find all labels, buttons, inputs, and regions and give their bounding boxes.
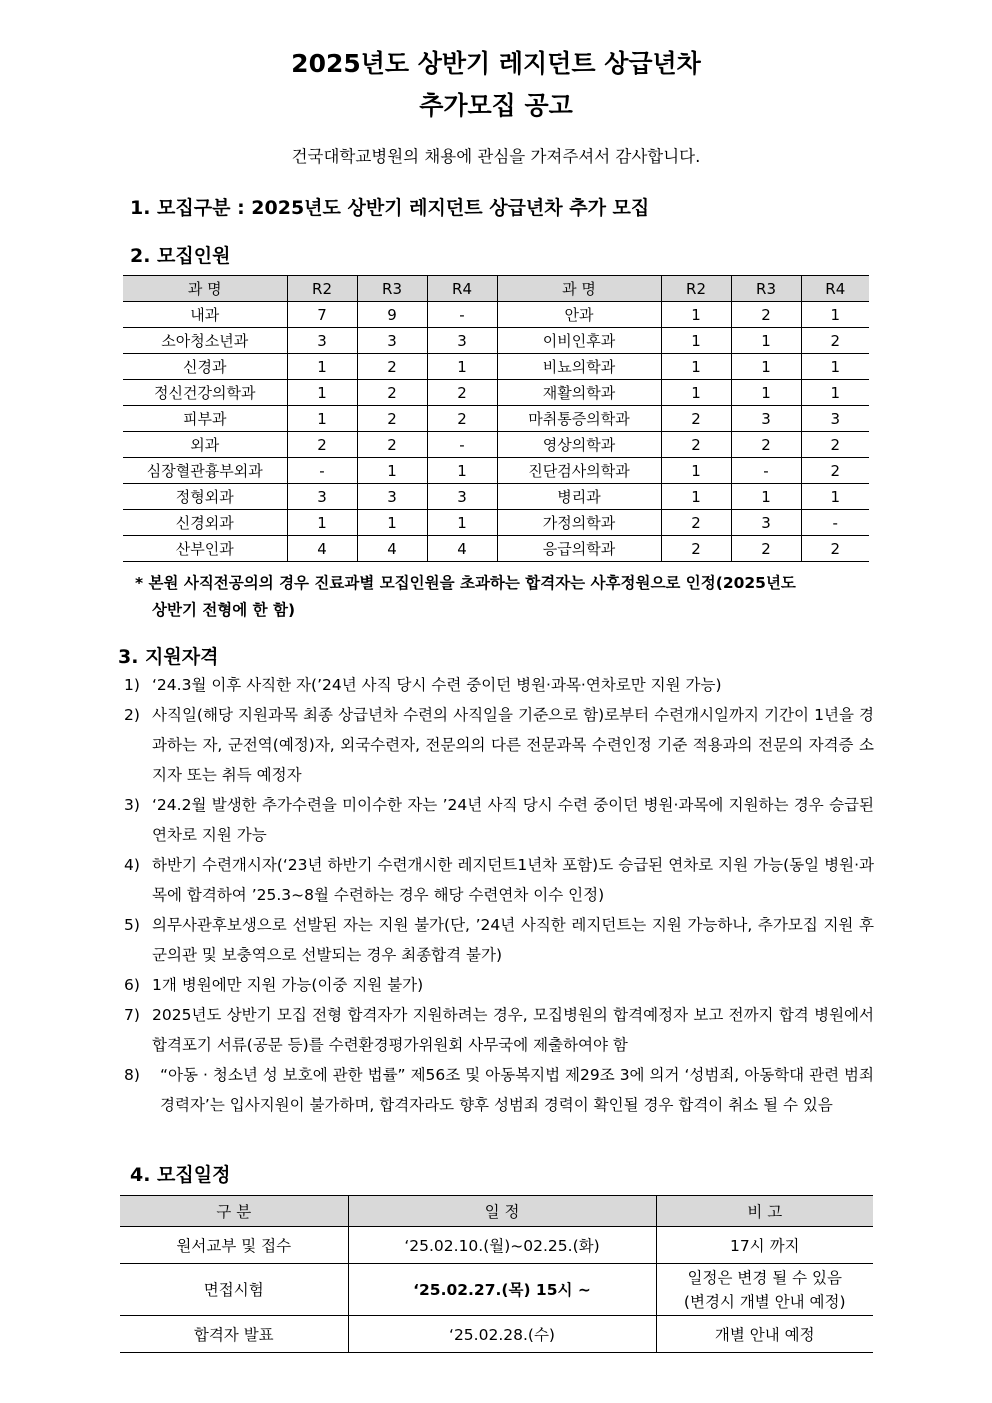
- r2-count: 2: [661, 536, 731, 562]
- page-subtitle: 추가모집 공고: [419, 91, 573, 120]
- qualification-item: [124, 970, 874, 1000]
- qualification-text: 사직일(해당 지원과목 최종 상급년차 수련의 사직일을 기준으로 함)로부터 수련개시일까지 기간이 1년을 경과하는 자, 군전역(예정)자, 외국수련자, 전문의의 다른 전문과목 수련인정 기준 적용과의 전문의 자격증 소지자 또는 취득 예정자: [152, 706, 874, 784]
- r2-count: 3: [287, 328, 357, 354]
- header-remark: 비 고: [656, 1196, 873, 1227]
- qualification-number: 4): [124, 856, 140, 874]
- schedule-item: 원서교부 및 접수: [120, 1227, 348, 1264]
- r3-count: 4: [357, 536, 427, 562]
- remark-line: (변경시 개별 안내 예정): [683, 1292, 846, 1311]
- r2-count: 1: [661, 302, 731, 328]
- r2-count: 3: [287, 484, 357, 510]
- r4-count: 1: [427, 458, 497, 484]
- schedule-table: [120, 1195, 873, 1353]
- greeting: 건국대학교병원의 채용에 관심을 가져주셔서 감사합니다.: [291, 147, 701, 166]
- qualification-number: 7): [124, 1006, 140, 1024]
- qualification-item: [124, 790, 874, 850]
- qualification-text: “아동 · 청소년 성 보호에 관한 법률” 제56조 및 아동복지법 제29조 3에 의거 ‘성범죄, 아동학대 관련 범죄경력자’는 입사지원이 불가하며, 합격자라도 향후 성범죄 경력이 확인될 경우 합격이 취소 될 수 있음: [160, 1066, 874, 1114]
- schedule-item: 면접시험: [120, 1264, 348, 1316]
- qualification-text: 의무사관후보생으로 선발된 자는 지원 불가(단, ’24년 사직한 레지던트는 지원 가능하나, 추가모집 지원 후 군의관 및 보충역으로 선발되는 경우 최종합격 불가): [152, 916, 874, 964]
- header-r3: R3: [731, 276, 801, 302]
- qualification-number: 8): [124, 1066, 140, 1084]
- table-row: [123, 380, 869, 406]
- r3-count: 1: [731, 380, 801, 406]
- header-dept: 과 명: [123, 276, 287, 302]
- qualification-text: 2025년도 상반기 모집 전형 합격자가 지원하려는 경우, 모집병원의 합격예정자 보고 전까지 합격 병원에서 합격포기 서류(공문 등)를 수련환경평가위원회 사무국에 제출하여야 함: [152, 1006, 874, 1054]
- table-row: [123, 510, 869, 536]
- qualification-text: 1개 병원에만 지원 가능(이중 지원 불가): [152, 976, 424, 994]
- header-dept: 과 명: [497, 276, 661, 302]
- schedule-item: 합격자 발표: [120, 1316, 348, 1353]
- dept-name: 정신건강의학과: [123, 380, 287, 406]
- r2-count: -: [287, 458, 357, 484]
- schedule-remark: 개별 안내 예정: [656, 1316, 873, 1353]
- qualification-item: [124, 850, 874, 910]
- r4-count: 4: [427, 536, 497, 562]
- dept-name: 내과: [123, 302, 287, 328]
- qualification-text: ‘24.2월 발생한 추가수련을 미이수한 자는 ’24년 사직 당시 수련 중이던 병원·과목에 지원하는 경우 승급된 연차로 지원 가능: [152, 796, 874, 844]
- schedule-remark: [656, 1264, 873, 1316]
- r3-count: 2: [357, 406, 427, 432]
- remark-line: 일정은 변경 될 수 있음: [687, 1268, 842, 1287]
- table-row: [120, 1316, 873, 1353]
- table-row: [123, 484, 869, 510]
- table-row: [120, 1227, 873, 1264]
- r2-count: 2: [661, 406, 731, 432]
- r4-count: 1: [801, 484, 869, 510]
- r2-count: 1: [287, 510, 357, 536]
- recruit-note: [135, 570, 875, 624]
- recruit-table-header: [123, 276, 869, 302]
- r2-count: 1: [661, 458, 731, 484]
- r4-count: 2: [801, 536, 869, 562]
- r4-count: 1: [427, 354, 497, 380]
- qualification-number: 1): [124, 676, 140, 694]
- r3-count: -: [731, 458, 801, 484]
- qualification-item: [124, 1060, 874, 1120]
- table-row: [123, 458, 869, 484]
- r4-count: 1: [801, 302, 869, 328]
- r3-count: 9: [357, 302, 427, 328]
- header-r4: R4: [427, 276, 497, 302]
- qualification-list: [124, 670, 874, 1120]
- qualification-number: 6): [124, 976, 140, 994]
- r3-count: 1: [357, 458, 427, 484]
- r2-count: 1: [287, 406, 357, 432]
- dept-name: 안과: [497, 302, 661, 328]
- r4-count: 1: [427, 510, 497, 536]
- qualification-item: [124, 910, 874, 970]
- r3-count: 1: [731, 484, 801, 510]
- note-line: 상반기 전형에 한 함): [152, 601, 296, 619]
- table-row: [123, 406, 869, 432]
- page-title: 2025년도 상반기 레지던트 상급년차: [291, 49, 701, 78]
- dept-name: 산부인과: [123, 536, 287, 562]
- dept-name: 외과: [123, 432, 287, 458]
- r4-count: -: [801, 510, 869, 536]
- dept-name: 신경과: [123, 354, 287, 380]
- r2-count: 2: [287, 432, 357, 458]
- dept-name: 응급의학과: [497, 536, 661, 562]
- r4-count: 3: [427, 484, 497, 510]
- r2-count: 1: [287, 380, 357, 406]
- dept-name: 가정의학과: [497, 510, 661, 536]
- r4-count: -: [427, 432, 497, 458]
- qualification-number: 2): [124, 706, 140, 724]
- r4-count: -: [427, 302, 497, 328]
- qualification-number: 5): [124, 916, 140, 934]
- dept-name: 정형외과: [123, 484, 287, 510]
- r3-count: 3: [731, 406, 801, 432]
- qualification-text: 하반기 수련개시자(‘23년 하반기 수련개시한 레지던트1년차 포함)도 승급된 연차로 지원 가능(동일 병원·과목에 합격하여 ’25.3~8월 수련하는 경우 해당 수련연차 이수 인정): [152, 856, 874, 904]
- r4-count: 2: [801, 328, 869, 354]
- r4-count: 2: [801, 458, 869, 484]
- recruit-table: [123, 275, 869, 562]
- dept-name: 신경외과: [123, 510, 287, 536]
- schedule-table-header: [120, 1196, 873, 1227]
- r4-count: 3: [427, 328, 497, 354]
- r4-count: 1: [801, 380, 869, 406]
- table-row: [123, 302, 869, 328]
- r2-count: 1: [661, 484, 731, 510]
- qualification-text: ‘24.3월 이후 사직한 자(’24년 사직 당시 수련 중이던 병원·과목·연차로만 지원 가능): [152, 676, 722, 694]
- r4-count: 2: [427, 380, 497, 406]
- dept-name: 영상의학과: [497, 432, 661, 458]
- header-category: 구 분: [120, 1196, 348, 1227]
- note-line: * 본원 사직전공의의 경우 진료과별 모집인원을 초과하는 합격자는 사후정원으로 인정(2025년도: [135, 574, 796, 592]
- r4-count: 2: [801, 432, 869, 458]
- section-recruit-count: 2. 모집인원: [130, 245, 231, 267]
- dept-name: 피부과: [123, 406, 287, 432]
- r2-count: 1: [661, 354, 731, 380]
- qualification-item: [124, 1000, 874, 1060]
- r3-count: 1: [731, 328, 801, 354]
- r2-count: 1: [287, 354, 357, 380]
- section-schedule: 4. 모집일정: [130, 1164, 231, 1186]
- dept-name: 마취통증의학과: [497, 406, 661, 432]
- r2-count: 7: [287, 302, 357, 328]
- r4-count: 2: [427, 406, 497, 432]
- header-date: 일 정: [348, 1196, 656, 1227]
- header-r3: R3: [357, 276, 427, 302]
- header-r2: R2: [287, 276, 357, 302]
- r3-count: 2: [357, 380, 427, 406]
- r2-count: 2: [661, 510, 731, 536]
- dept-name: 소아청소년과: [123, 328, 287, 354]
- section-qualification: 3. 지원자격: [118, 646, 219, 668]
- qualification-item: [124, 700, 874, 790]
- header-r4: R4: [801, 276, 869, 302]
- dept-name: 이비인후과: [497, 328, 661, 354]
- dept-name: 비뇨의학과: [497, 354, 661, 380]
- r4-count: 1: [801, 354, 869, 380]
- r2-count: 1: [661, 380, 731, 406]
- r3-count: 1: [357, 510, 427, 536]
- r3-count: 3: [357, 328, 427, 354]
- table-row: [120, 1264, 873, 1316]
- r3-count: 2: [357, 354, 427, 380]
- dept-name: 심장혈관흉부외과: [123, 458, 287, 484]
- r3-count: 3: [357, 484, 427, 510]
- schedule-date: ‘25.02.10.(월)~02.25.(화): [348, 1227, 656, 1264]
- r3-count: 1: [731, 354, 801, 380]
- qualification-item: [124, 670, 874, 700]
- schedule-date: ‘25.02.27.(목) 15시 ~: [348, 1264, 656, 1316]
- dept-name: 진단검사의학과: [497, 458, 661, 484]
- dept-name: 재활의학과: [497, 380, 661, 406]
- r3-count: 3: [731, 510, 801, 536]
- table-row: [123, 536, 869, 562]
- r2-count: 1: [661, 328, 731, 354]
- header-r2: R2: [661, 276, 731, 302]
- r3-count: 2: [357, 432, 427, 458]
- qualification-number: 3): [124, 796, 140, 814]
- r2-count: 4: [287, 536, 357, 562]
- table-row: [123, 432, 869, 458]
- r3-count: 2: [731, 536, 801, 562]
- schedule-date: ‘25.02.28.(수): [348, 1316, 656, 1353]
- r3-count: 2: [731, 302, 801, 328]
- table-row: [123, 354, 869, 380]
- r4-count: 3: [801, 406, 869, 432]
- r3-count: 2: [731, 432, 801, 458]
- table-row: [123, 328, 869, 354]
- dept-name: 병리과: [497, 484, 661, 510]
- r2-count: 2: [661, 432, 731, 458]
- section-recruit-type: 1. 모집구분 : 2025년도 상반기 레지던트 상급년차 추가 모집: [130, 197, 650, 219]
- schedule-remark: 17시 까지: [656, 1227, 873, 1264]
